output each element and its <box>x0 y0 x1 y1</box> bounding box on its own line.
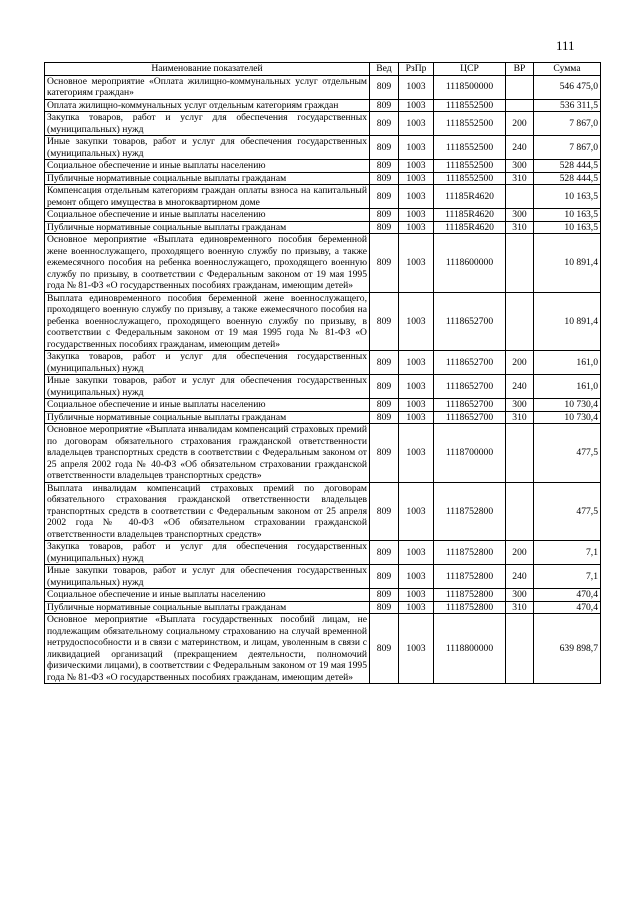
table-row <box>45 351 601 375</box>
cell-ved: 809 <box>370 375 399 399</box>
table-row <box>45 411 601 424</box>
cell-ved: 809 <box>370 614 399 684</box>
cell-csr: 11185R4620 <box>434 221 506 234</box>
cell-ved: 809 <box>370 399 399 412</box>
cell-csr: 1118752800 <box>434 601 506 614</box>
header-rzpr: РзПр <box>399 63 434 76</box>
cell-vr: 240 <box>506 375 534 399</box>
cell-vr <box>506 99 534 112</box>
cell-ved: 809 <box>370 541 399 565</box>
cell-sum: 161,0 <box>534 351 601 375</box>
cell-csr: 1118752800 <box>434 541 506 565</box>
cell-sum: 10 163,5 <box>534 185 601 209</box>
cell-csr: 1118652700 <box>434 411 506 424</box>
cell-sum: 10 163,5 <box>534 221 601 234</box>
cell-ved: 809 <box>370 209 399 222</box>
cell-rzpr: 1003 <box>399 160 434 173</box>
cell-name: Оплата жилищно-коммунальных услуг отдельным категориям граждан <box>45 99 370 112</box>
cell-name: Закупка товаров, работ и услуг для обеспечения государственных (муниципальных) нужд <box>45 351 370 375</box>
cell-sum: 536 311,5 <box>534 99 601 112</box>
cell-name: Закупка товаров, работ и услуг для обеспечения государственных (муниципальных) нужд <box>45 112 370 136</box>
cell-csr: 1118752800 <box>434 589 506 602</box>
cell-name: Публичные нормативные социальные выплаты гражданам <box>45 221 370 234</box>
cell-rzpr: 1003 <box>399 172 434 185</box>
cell-vr <box>506 424 534 483</box>
cell-name: Публичные нормативные социальные выплаты гражданам <box>45 601 370 614</box>
cell-sum: 10 163,5 <box>534 209 601 222</box>
cell-rzpr: 1003 <box>399 601 434 614</box>
cell-name: Иные закупки товаров, работ и услуг для обеспечения государственных (муниципальных) нужд <box>45 375 370 399</box>
cell-csr: 1118552500 <box>434 112 506 136</box>
table-row <box>45 399 601 412</box>
cell-sum: 470,4 <box>534 601 601 614</box>
cell-ved: 809 <box>370 424 399 483</box>
cell-csr: 1118652700 <box>434 399 506 412</box>
cell-name: Публичные нормативные социальные выплаты гражданам <box>45 172 370 185</box>
cell-rzpr: 1003 <box>399 399 434 412</box>
cell-vr: 200 <box>506 541 534 565</box>
cell-csr: 1118500000 <box>434 75 506 99</box>
header-ved: Вед <box>370 63 399 76</box>
cell-rzpr: 1003 <box>399 482 434 541</box>
cell-sum: 10 891,4 <box>534 292 601 351</box>
table-header <box>45 63 601 76</box>
cell-vr: 300 <box>506 160 534 173</box>
table-row <box>45 614 601 684</box>
cell-vr <box>506 482 534 541</box>
cell-vr <box>506 292 534 351</box>
cell-name: Иные закупки товаров, работ и услуг для обеспечения государственных (муниципальных) нужд <box>45 136 370 160</box>
cell-vr: 310 <box>506 172 534 185</box>
cell-ved: 809 <box>370 234 399 293</box>
page-number: 111 <box>556 38 575 53</box>
table-row <box>45 221 601 234</box>
cell-sum: 7 867,0 <box>534 136 601 160</box>
cell-ved: 809 <box>370 160 399 173</box>
cell-csr: 1118800000 <box>434 614 506 684</box>
cell-vr: 300 <box>506 589 534 602</box>
cell-ved: 809 <box>370 136 399 160</box>
cell-vr: 200 <box>506 351 534 375</box>
cell-vr: 300 <box>506 399 534 412</box>
table-row <box>45 482 601 541</box>
cell-ved: 809 <box>370 75 399 99</box>
table-body <box>45 75 601 684</box>
cell-sum: 10 730,4 <box>534 411 601 424</box>
table-row <box>45 292 601 351</box>
cell-name: Социальное обеспечение и иные выплаты населению <box>45 160 370 173</box>
cell-csr: 1118652700 <box>434 375 506 399</box>
cell-vr <box>506 185 534 209</box>
cell-rzpr: 1003 <box>399 75 434 99</box>
cell-ved: 809 <box>370 601 399 614</box>
table-row <box>45 209 601 222</box>
cell-name: Социальное обеспечение и иные выплаты населению <box>45 209 370 222</box>
budget-table <box>44 62 601 684</box>
cell-rzpr: 1003 <box>399 136 434 160</box>
cell-sum: 470,4 <box>534 589 601 602</box>
cell-rzpr: 1003 <box>399 411 434 424</box>
cell-csr: 1118652700 <box>434 292 506 351</box>
table-row <box>45 112 601 136</box>
table-row <box>45 99 601 112</box>
table-row <box>45 185 601 209</box>
cell-sum: 161,0 <box>534 375 601 399</box>
cell-rzpr: 1003 <box>399 351 434 375</box>
cell-sum: 10 730,4 <box>534 399 601 412</box>
cell-rzpr: 1003 <box>399 209 434 222</box>
cell-ved: 809 <box>370 411 399 424</box>
cell-rzpr: 1003 <box>399 112 434 136</box>
cell-rzpr: 1003 <box>399 221 434 234</box>
table-row <box>45 375 601 399</box>
cell-ved: 809 <box>370 589 399 602</box>
cell-name: Иные закупки товаров, работ и услуг для обеспечения государственных (муниципальных) нужд <box>45 565 370 589</box>
cell-ved: 809 <box>370 292 399 351</box>
cell-vr: 310 <box>506 411 534 424</box>
cell-ved: 809 <box>370 99 399 112</box>
cell-ved: 809 <box>370 565 399 589</box>
table-row <box>45 541 601 565</box>
cell-sum: 7,1 <box>534 541 601 565</box>
cell-name: Основное мероприятие «Выплата инвалидам компенсаций страховых премий по договорам обязательного страхования гражданской ответственности владельцев транспортных средств в соответствии с Федеральным законом от 25 апреля 2002 года № 40-ФЗ «Об обязательном страховании гражданской ответственности владельцев транспортных средств» <box>45 424 370 483</box>
header-vr: ВР <box>506 63 534 76</box>
cell-vr <box>506 614 534 684</box>
cell-rzpr: 1003 <box>399 99 434 112</box>
cell-rzpr: 1003 <box>399 292 434 351</box>
cell-sum: 546 475,0 <box>534 75 601 99</box>
cell-csr: 1118752800 <box>434 482 506 541</box>
cell-name: Выплата единовременного пособия беременной жене военнослужащего, проходящего военную службу по призыву, а также ежемесячного пособия на ребенка военнослужащего, проходящего военную службу по призыву, в соответствии с Федеральным законом от 19 мая 1995 года № 81-ФЗ «О государственных пособиях гражданам, имеющим детей» <box>45 292 370 351</box>
cell-ved: 809 <box>370 221 399 234</box>
cell-vr: 310 <box>506 601 534 614</box>
cell-rzpr: 1003 <box>399 589 434 602</box>
header-name: Наименование показателей <box>45 63 370 76</box>
cell-csr: 11185R4620 <box>434 209 506 222</box>
cell-vr: 310 <box>506 221 534 234</box>
cell-sum: 477,5 <box>534 482 601 541</box>
cell-csr: 11185R4620 <box>434 185 506 209</box>
cell-csr: 1118552500 <box>434 99 506 112</box>
table-row <box>45 160 601 173</box>
cell-rzpr: 1003 <box>399 234 434 293</box>
cell-csr: 1118652700 <box>434 351 506 375</box>
cell-rzpr: 1003 <box>399 541 434 565</box>
cell-ved: 809 <box>370 482 399 541</box>
cell-vr <box>506 234 534 293</box>
cell-ved: 809 <box>370 172 399 185</box>
cell-name: Компенсация отдельным категориям граждан оплаты взноса на капитальный ремонт общего имущества в многоквартирном доме <box>45 185 370 209</box>
cell-sum: 639 898,7 <box>534 614 601 684</box>
cell-csr: 1118752800 <box>434 565 506 589</box>
cell-ved: 809 <box>370 112 399 136</box>
cell-name: Выплата инвалидам компенсаций страховых премий по договорам обязательного страхования гражданской ответственности владельцев транспортных средств в соответствии с Федеральным законом от 25 апреля 2002 года № 40-ФЗ «Об обязательном страховании гражданской ответственности владельцев транспортных средств» <box>45 482 370 541</box>
cell-name: Социальное обеспечение и иные выплаты населению <box>45 589 370 602</box>
table-row <box>45 172 601 185</box>
cell-name: Основное мероприятие «Выплата единовременного пособия беременной жене военнослужащего, проходящего военную службу по призыву, а также ежемесячного пособия на ребенка военнослужащего, проходящего военную службу по призыву, в соответствии с Федеральным законом от 19 мая 1995 года № 81-ФЗ «О государственных пособиях гражданам, имеющим детей» <box>45 234 370 293</box>
table-row <box>45 75 601 99</box>
cell-vr: 300 <box>506 209 534 222</box>
table-row <box>45 234 601 293</box>
cell-sum: 7,1 <box>534 565 601 589</box>
cell-csr: 1118552500 <box>434 172 506 185</box>
cell-ved: 809 <box>370 185 399 209</box>
table-row <box>45 424 601 483</box>
cell-rzpr: 1003 <box>399 375 434 399</box>
cell-csr: 1118552500 <box>434 136 506 160</box>
cell-vr <box>506 75 534 99</box>
table-row <box>45 565 601 589</box>
cell-sum: 528 444,5 <box>534 172 601 185</box>
cell-name: Публичные нормативные социальные выплаты гражданам <box>45 411 370 424</box>
cell-csr: 1118700000 <box>434 424 506 483</box>
cell-rzpr: 1003 <box>399 424 434 483</box>
table-row <box>45 601 601 614</box>
cell-sum: 477,5 <box>534 424 601 483</box>
cell-vr: 200 <box>506 112 534 136</box>
cell-rzpr: 1003 <box>399 565 434 589</box>
header-csr: ЦСР <box>434 63 506 76</box>
cell-name: Основное мероприятие «Оплата жилищно-коммунальных услуг отдельным категориям граждан» <box>45 75 370 99</box>
cell-name: Социальное обеспечение и иные выплаты населению <box>45 399 370 412</box>
cell-sum: 7 867,0 <box>534 112 601 136</box>
cell-rzpr: 1003 <box>399 185 434 209</box>
table-row <box>45 136 601 160</box>
cell-sum: 528 444,5 <box>534 160 601 173</box>
cell-sum: 10 891,4 <box>534 234 601 293</box>
cell-csr: 1118600000 <box>434 234 506 293</box>
table-row <box>45 589 601 602</box>
cell-name: Закупка товаров, работ и услуг для обеспечения государственных (муниципальных) нужд <box>45 541 370 565</box>
header-sum: Сумма <box>534 63 601 76</box>
cell-name: Основное мероприятие «Выплата государственных пособий лицам, не подлежащим обязательному социальному страхованию на случай временной нетрудоспособности и в связи с материнством, и лицам, уволенным в связи с ликвидацией организаций (прекращением деятельности, полномочий физическими лицами), в соответствии с Федеральным законом от 19 мая 1995 года № 81-ФЗ «О государственных пособиях гражданам, имеющим детей» <box>45 614 370 684</box>
cell-ved: 809 <box>370 351 399 375</box>
cell-vr: 240 <box>506 136 534 160</box>
cell-rzpr: 1003 <box>399 614 434 684</box>
cell-csr: 1118552500 <box>434 160 506 173</box>
cell-vr: 240 <box>506 565 534 589</box>
